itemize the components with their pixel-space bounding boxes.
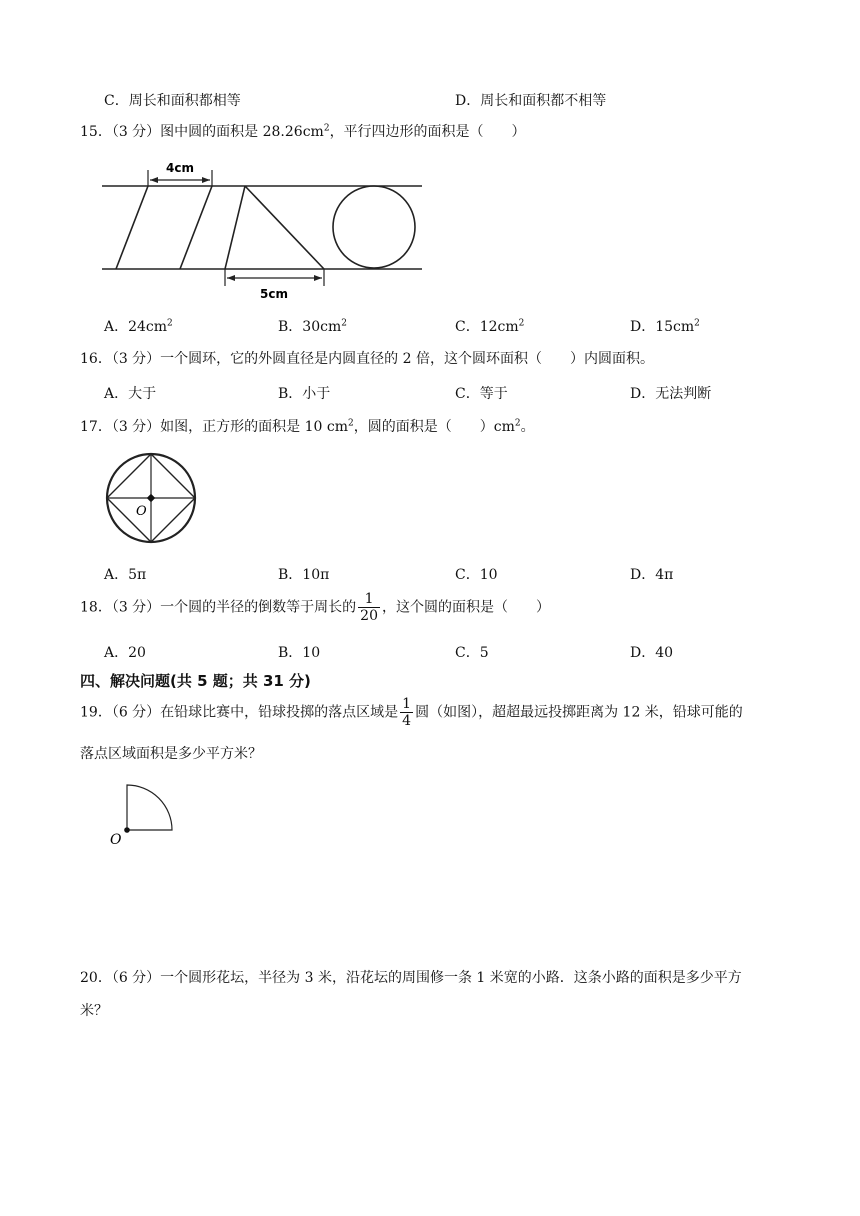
q16-option-c: C．等于: [455, 386, 508, 402]
question-18-text: 18．（3 分）一个圆的半径的倒数等于周长的 $\frac{1}{20}$ ，这个圆的面积是（ ）: [80, 591, 550, 624]
q16-option-d: D．无法判断: [630, 386, 712, 402]
q19-figure: [108, 782, 178, 848]
q17-figure: [104, 452, 200, 546]
q17-option-c: C．10: [455, 567, 498, 583]
q19-center-label: O: [110, 832, 122, 848]
section-heading: 四、解决问题(共 5 题；共 31 分): [80, 672, 311, 690]
q18-option-d: D．40: [630, 645, 674, 661]
q15-option-b: B．$30cm^2$: [278, 318, 347, 335]
q15-label-4cm: 4cm: [166, 161, 194, 175]
q18-option-a: A．20: [104, 645, 146, 661]
q17-center-label: O: [136, 504, 147, 519]
q18-option-b: B．10: [278, 645, 321, 661]
q15-option-c: C．$12cm^2$: [455, 318, 525, 335]
q16-option-b: B．小于: [278, 386, 331, 402]
q15-option-d: D．$15cm^2$: [630, 318, 700, 335]
q16-option-a: A．大于: [104, 386, 157, 402]
question-20-line1: 20．（6 分）一个圆形花坛，半径为 3 米，沿花坛的周围修一条 1 米宽的小路．这条小路的面积是多少平方: [80, 970, 742, 986]
question-19-line2: 落点区域面积是多少平方米？: [80, 746, 262, 762]
q14-option-d: D．周长和面积都不相等: [455, 93, 607, 109]
question-19-text: 19．（6 分）在铅球比赛中，铅球投掷的落点区域是 $\frac{1}{4}$ 圆（如图），超超最远投掷距离为 12 米，铅球可能的: [80, 696, 743, 729]
q17-option-d: D．4π: [630, 567, 674, 583]
q15-option-a: A．$24cm^2$: [104, 318, 173, 335]
question-16-text: 16．（3 分）一个圆环，它的外圆直径是内圆直径的 2 倍，这个圆环面积（ ）内圆面积。: [80, 351, 654, 367]
q18-fraction: $\frac{1}{20}$: [360, 591, 378, 624]
q14-option-c: C．周长和面积都相等: [104, 93, 241, 109]
q19-fraction: $\frac{1}{4}$: [402, 696, 412, 729]
q17-option-b: B．10π: [278, 567, 330, 583]
q15-label-5cm: 5cm: [260, 287, 288, 301]
question-17-text: 17．（3 分）如图，正方形的面积是 10 $cm^2$，圆的面积是（ ）$cm^2$。: [80, 418, 535, 435]
q15-figure: [100, 156, 430, 302]
question-20-line2: 米？: [80, 1003, 108, 1019]
question-15-text: 15．（3 分）图中圆的面积是 $28.26cm^2$，平行四边形的面积是（ ）: [80, 123, 526, 140]
q17-option-a: A．5π: [104, 567, 147, 583]
q18-option-c: C．5: [455, 645, 489, 661]
